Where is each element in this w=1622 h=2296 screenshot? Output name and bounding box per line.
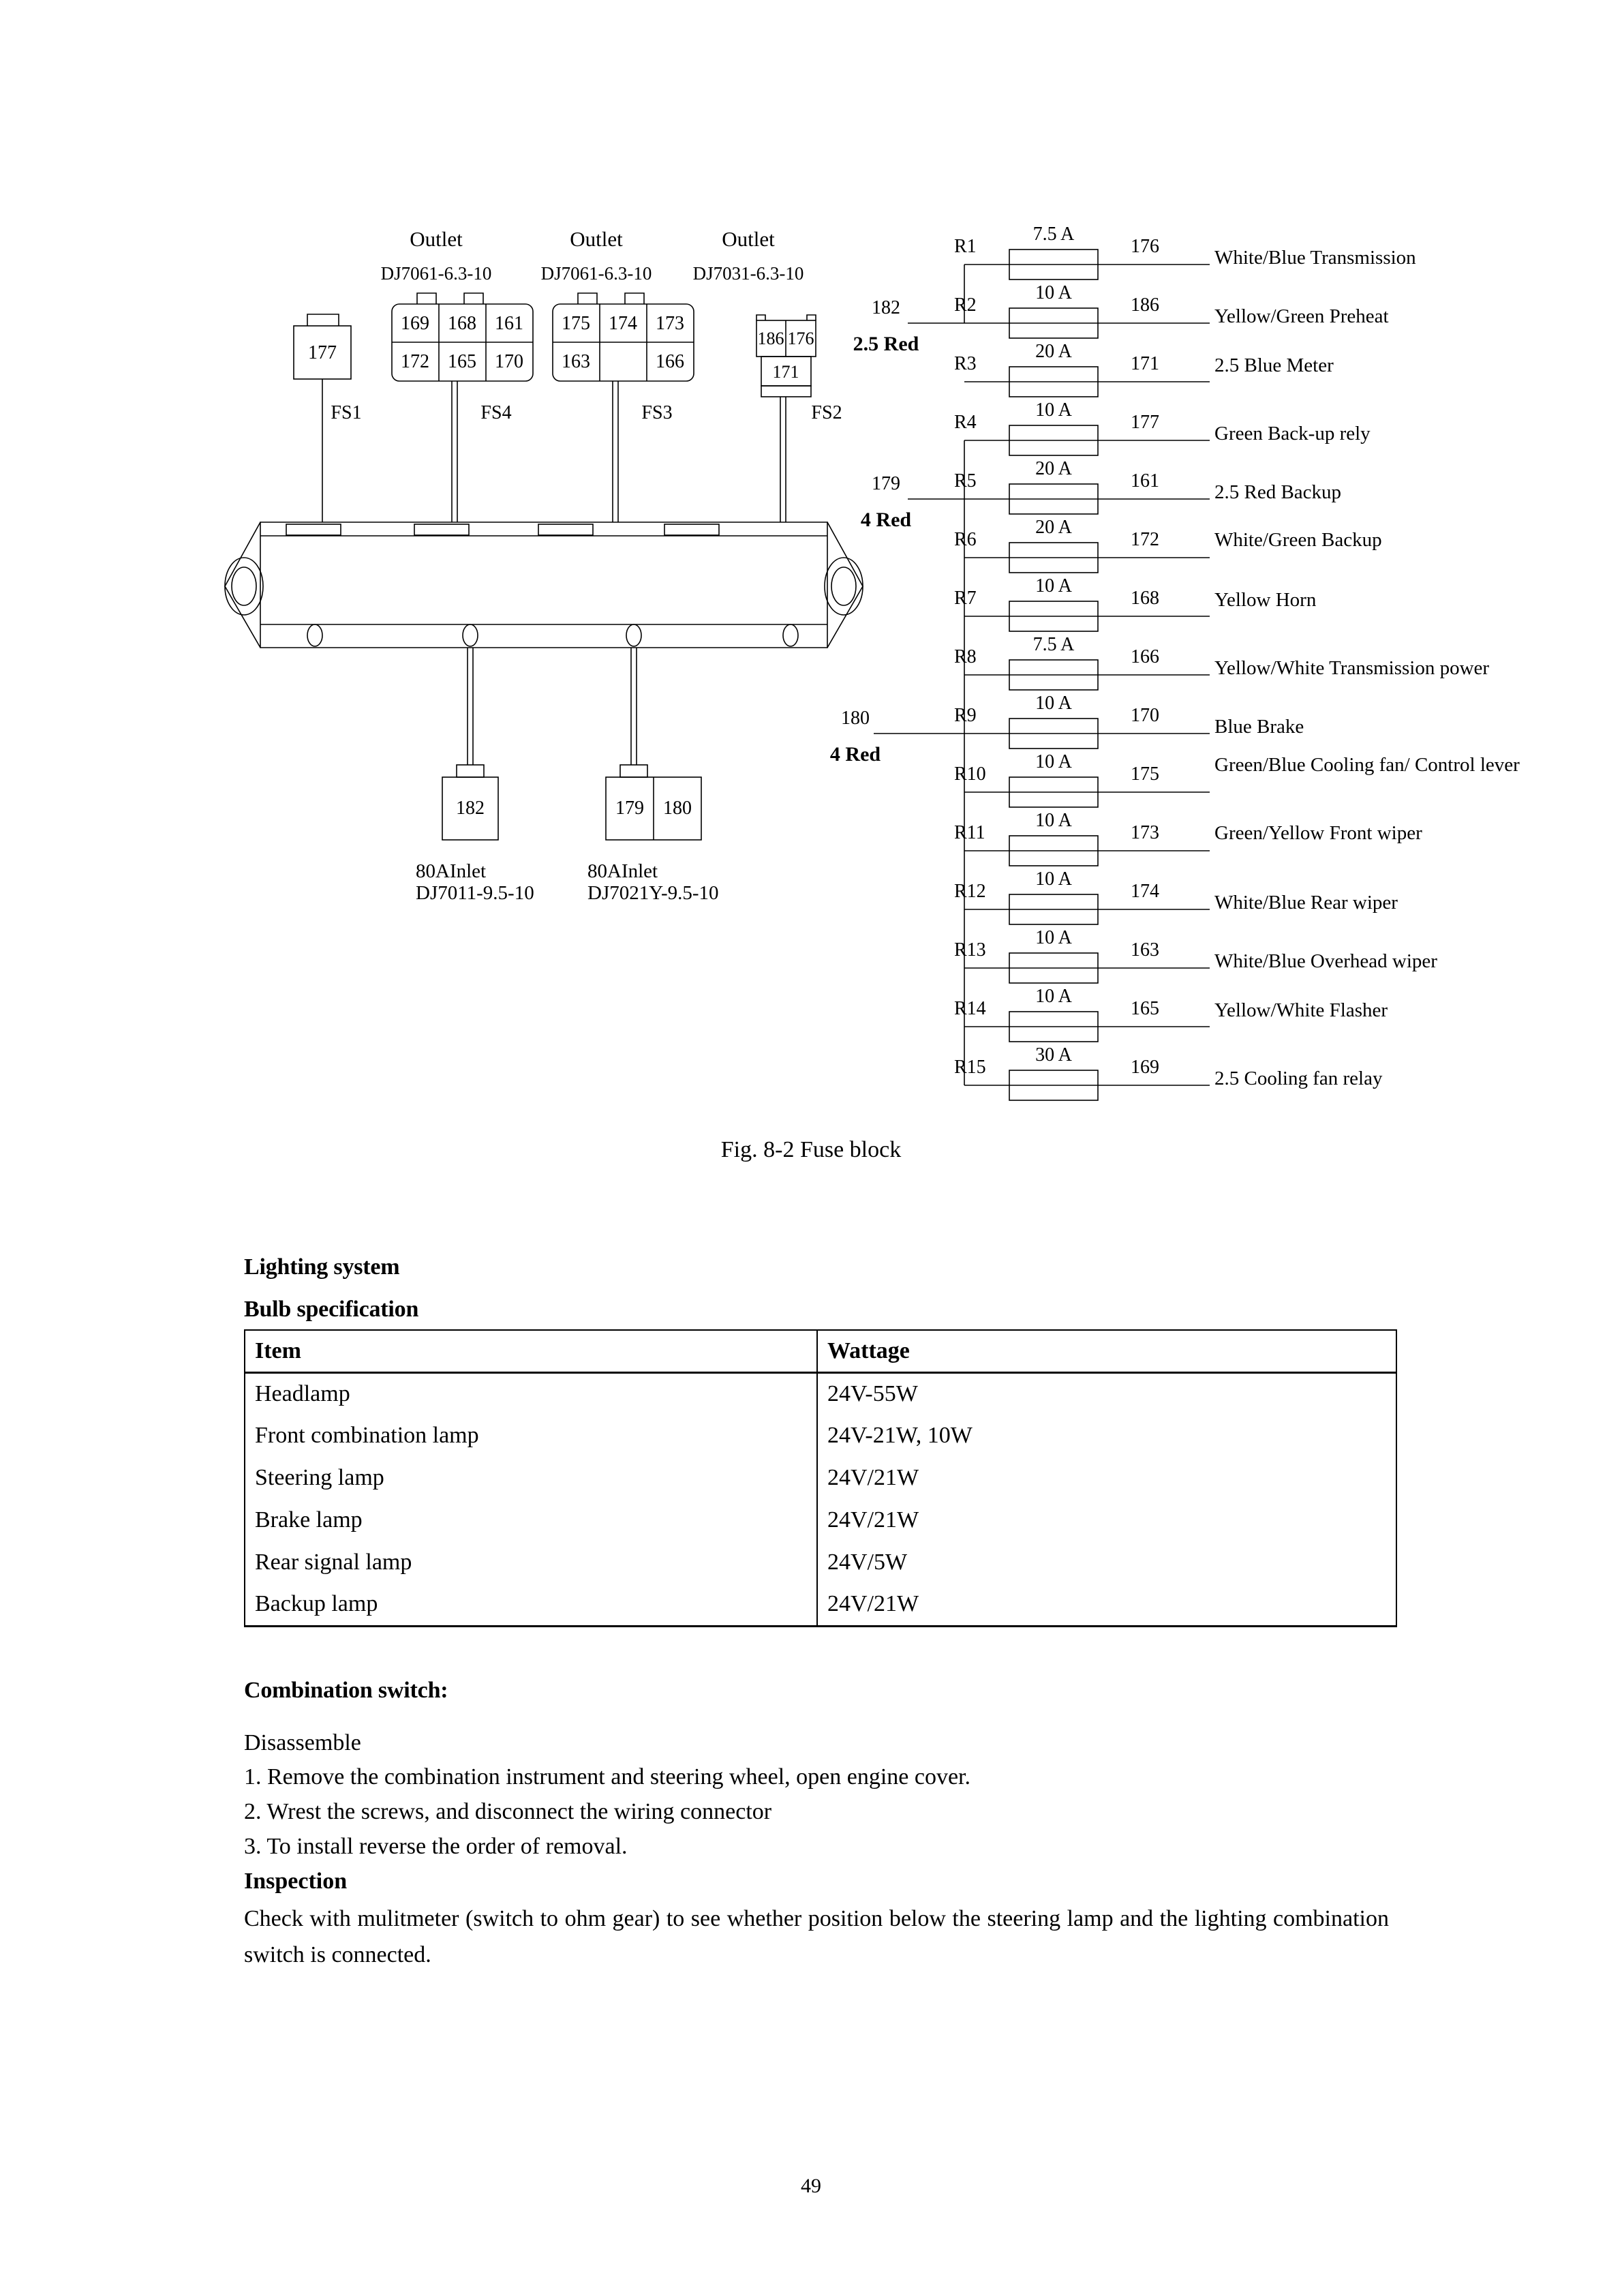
fuse-ref-r2: R2 <box>954 294 977 316</box>
fuse-wire-r9: 170 <box>1131 705 1159 726</box>
outlet-title-1: Outlet <box>410 227 463 251</box>
outlet-part-2: DJ7061-6.3-10 <box>540 263 652 284</box>
fuse-rating-r5: 20 A <box>1035 458 1072 479</box>
fuse-wire-r7: 168 <box>1131 588 1159 609</box>
table-row <box>245 1457 1396 1499</box>
connector-ref-fs4: FS4 <box>480 402 512 423</box>
connector-ref-fs3: FS3 <box>641 402 673 423</box>
fuse-ref-r9: R9 <box>954 705 977 726</box>
table-row <box>245 1372 1396 1415</box>
fuse-rating-r10: 10 A <box>1035 751 1072 772</box>
fs3-cell-r0c1: 174 <box>609 313 637 334</box>
feed-wire-179: 179 <box>872 473 900 494</box>
fs4-cell-r1c0: 172 <box>401 351 429 372</box>
fuse-block-body <box>225 522 863 648</box>
table-row <box>245 1415 1396 1457</box>
fuse-desc-r8: Yellow/White Transmission power <box>1214 657 1490 679</box>
feed-wire-180: 180 <box>841 708 870 729</box>
connector-ref-fs2: FS2 <box>811 402 842 423</box>
fs3-cell-r0c2: 173 <box>656 313 684 334</box>
outlet-title-3: Outlet <box>722 227 775 251</box>
fuse-ref-r12: R12 <box>954 881 986 902</box>
inlet-2-label-line2: DJ7021Y-9.5-10 <box>587 882 719 904</box>
inlet-1-label-line1: 80AInlet <box>416 860 487 882</box>
fuse-ref-r14: R14 <box>954 998 986 1019</box>
lighting-system-heading: Lighting system <box>244 1254 400 1280</box>
cell-wattage: 24V-21W, 10W <box>817 1415 1396 1457</box>
fuse-wire-r15: 169 <box>1131 1057 1159 1078</box>
outlet-title-2: Outlet <box>570 227 623 251</box>
inspection-paragraph: Check with mulitmeter (switch to ohm gear) to see whether position below the steering lamp and the lighting combination switch is connected. <box>244 1905 1389 1967</box>
fs4-cell-r1c1: 165 <box>448 351 476 372</box>
fuse-wire-r1: 176 <box>1131 236 1159 257</box>
fs4-cell-r1c2: 170 <box>495 351 523 372</box>
fuse-rating-r1: 7.5 A <box>1032 224 1075 245</box>
fuse-rating-r6: 20 A <box>1035 517 1072 538</box>
fuse-desc-r4: Green Back-up rely <box>1214 423 1371 444</box>
fs4-cell-r0c0: 169 <box>401 313 429 334</box>
fuse-desc-r12: White/Blue Rear wiper <box>1214 892 1398 913</box>
fuse-desc-r1: White/Blue Transmission <box>1214 247 1416 269</box>
outlet-part-3: DJ7031-6.3-10 <box>692 263 804 284</box>
cell-item: Brake lamp <box>245 1499 817 1541</box>
fuse-block-figure <box>0 0 1622 1104</box>
fuse-rating-r14: 10 A <box>1035 986 1072 1007</box>
fuse-ref-r15: R15 <box>954 1057 986 1078</box>
fs3-cell-r1c0: 163 <box>562 351 590 372</box>
fuse-desc-r13: White/Blue Overhead wiper <box>1214 950 1437 972</box>
table-header-row <box>245 1330 1396 1372</box>
fuse-desc-r15: 2.5 Cooling fan relay <box>1214 1068 1383 1089</box>
fuse-rating-r2: 10 A <box>1035 282 1072 303</box>
cell-wattage: 24V/21W <box>817 1584 1396 1626</box>
cell-wattage: 24V/21W <box>817 1499 1396 1541</box>
fuse-rating-r11: 10 A <box>1035 810 1072 831</box>
fuse-ref-r3: R3 <box>954 353 977 374</box>
table-row <box>245 1541 1396 1584</box>
fs2-cell-176: 176 <box>787 329 814 348</box>
disassemble-step-3: 3. To install reverse the order of removal. <box>244 1834 628 1860</box>
fuse-desc-r2: Yellow/Green Preheat <box>1214 305 1389 327</box>
fuse-rating-r3: 20 A <box>1035 341 1072 362</box>
fuse-ref-r10: R10 <box>954 764 986 785</box>
fs3-cell-r0c0: 175 <box>562 313 590 334</box>
cell-item: Backup lamp <box>245 1584 817 1626</box>
fuse-ref-r5: R5 <box>954 470 977 492</box>
fuse-ref-r8: R8 <box>954 646 977 667</box>
fuse-ref-r11: R11 <box>954 822 985 843</box>
inspection-heading: Inspection <box>244 1869 348 1894</box>
fuse-wire-r8: 166 <box>1131 646 1159 667</box>
table-row <box>245 1499 1396 1541</box>
fuse-desc-r7: Yellow Horn <box>1214 589 1317 611</box>
fs4-cell-r0c1: 168 <box>448 313 476 334</box>
feed-gauge-179: 4 Red <box>860 509 912 531</box>
page-number: 49 <box>801 2175 821 2197</box>
disassemble-step-2: 2. Wrest the screws, and disconnect the wiring connector <box>244 1799 772 1825</box>
fuse-desc-r14: Yellow/White Flasher <box>1214 999 1388 1021</box>
fuse-wire-r6: 172 <box>1131 529 1159 550</box>
fuse-ref-r1: R1 <box>954 236 977 257</box>
fuse-ref-r6: R6 <box>954 529 977 550</box>
inlet-2-cell-179: 179 <box>615 798 644 819</box>
outlet-part-1: DJ7061-6.3-10 <box>380 263 492 284</box>
cell-wattage: 24V-55W <box>817 1372 1396 1415</box>
fuse-desc-r9: Blue Brake <box>1214 716 1304 738</box>
col-header-wattage: Wattage <box>817 1330 1396 1372</box>
fuse-wire-r5: 161 <box>1131 470 1159 492</box>
cell-wattage: 24V/5W <box>817 1541 1396 1584</box>
fuse-wire-r2: 186 <box>1131 294 1159 316</box>
fuse-wire-r11: 173 <box>1131 822 1159 843</box>
fuse-rating-r13: 10 A <box>1035 927 1072 948</box>
fuse-ref-r7: R7 <box>954 588 977 609</box>
fuse-rating-r12: 10 A <box>1035 868 1072 890</box>
fuse-wire-r4: 177 <box>1131 412 1159 433</box>
bulb-specification-table <box>244 1329 1397 1627</box>
fuse-ref-r4: R4 <box>954 412 977 433</box>
fs1-cell-177: 177 <box>308 342 337 363</box>
fuse-wire-r10: 175 <box>1131 764 1159 785</box>
fs3-cell-r1c2: 166 <box>656 351 684 372</box>
feed-wire-182: 182 <box>872 297 900 318</box>
fuse-wire-r13: 163 <box>1131 939 1159 961</box>
fuse-desc-r3: 2.5 Blue Meter <box>1214 354 1334 376</box>
fuse-wire-r14: 165 <box>1131 998 1159 1019</box>
fuse-desc-r10: Green/Blue Cooling fan/ Control lever <box>1214 754 1520 776</box>
figure-caption: Fig. 8-2 Fuse block <box>720 1137 902 1162</box>
bulb-specification-heading: Bulb specification <box>244 1297 419 1322</box>
fuse-desc-r6: White/Green Backup <box>1214 529 1382 551</box>
inlet-1-label-line2: DJ7011-9.5-10 <box>416 882 534 904</box>
fuse-rating-r7: 10 A <box>1035 575 1072 596</box>
inlet-2-cell-180: 180 <box>663 798 692 819</box>
cell-wattage: 24V/21W <box>817 1457 1396 1499</box>
cell-item: Steering lamp <box>245 1457 817 1499</box>
fuse-block-schematic <box>0 0 1622 1104</box>
disassemble-heading: Disassemble <box>244 1729 361 1755</box>
fuse-ladder <box>874 250 1210 1100</box>
fs4-cell-r0c2: 161 <box>495 313 523 334</box>
fuse-desc-r11: Green/Yellow Front wiper <box>1214 822 1422 844</box>
inlet-1-cell-182: 182 <box>456 798 485 819</box>
feed-gauge-182: 2.5 Red <box>853 333 919 355</box>
fuse-ref-r13: R13 <box>954 939 986 961</box>
document-body <box>244 1254 1389 1977</box>
fuse-desc-r5: 2.5 Red Backup <box>1214 481 1342 503</box>
fuse-wire-r12: 174 <box>1131 881 1159 902</box>
fuse-rating-r15: 30 A <box>1035 1044 1072 1066</box>
fs2-cell-171: 171 <box>772 362 799 382</box>
fuse-rating-r9: 10 A <box>1035 693 1072 714</box>
fs2-cell-186: 186 <box>757 329 784 348</box>
cell-item: Front combination lamp <box>245 1415 817 1457</box>
combination-switch-heading: Combination switch: <box>244 1677 448 1703</box>
inlet-2-label-line1: 80AInlet <box>587 860 658 882</box>
disassemble-step-1: 1. Remove the combination instrument and steering wheel, open engine cover. <box>244 1764 970 1790</box>
table-row <box>245 1584 1396 1626</box>
connector-ref-fs1: FS1 <box>331 402 362 423</box>
fuse-rating-r8: 7.5 A <box>1032 634 1075 655</box>
fuse-rating-r4: 10 A <box>1035 399 1072 421</box>
feed-gauge-180: 4 Red <box>829 743 881 766</box>
fuse-wire-r3: 171 <box>1131 353 1159 374</box>
cell-item: Headlamp <box>245 1372 817 1415</box>
cell-item: Rear signal lamp <box>245 1541 817 1584</box>
col-header-item: Item <box>245 1330 817 1372</box>
